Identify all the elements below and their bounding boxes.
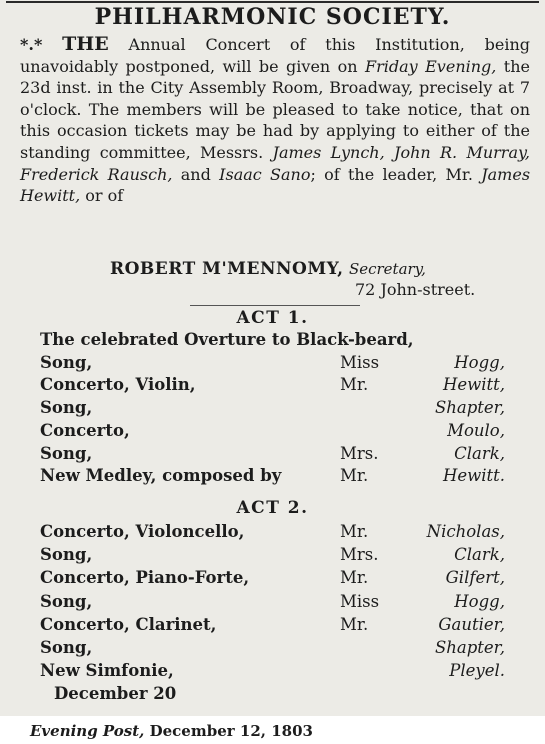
performer-title: Miss bbox=[340, 352, 380, 372]
program-row bbox=[0, 398, 545, 420]
program-row bbox=[0, 615, 545, 637]
program-row bbox=[0, 545, 545, 567]
performer-name: Moulo, bbox=[447, 420, 505, 440]
program-piece: Concerto, Violin, bbox=[40, 375, 196, 395]
notice-mark: *.* bbox=[20, 35, 43, 54]
performer-name: Shapter, bbox=[434, 398, 505, 418]
program-piece: The celebrated Overture to Black-beard, bbox=[40, 330, 414, 349]
program-piece: Concerto, bbox=[40, 420, 130, 440]
performer-title: Mr. bbox=[340, 466, 369, 486]
performer-title: Mrs. bbox=[340, 443, 379, 463]
performer-title: Mr. bbox=[340, 522, 369, 541]
performer-name: Clark, bbox=[454, 545, 505, 565]
program-piece: Song, bbox=[40, 591, 93, 611]
signature bbox=[110, 258, 426, 280]
signer-address: 72 John-street. bbox=[355, 280, 476, 299]
performer-name: Nicholas, bbox=[426, 522, 505, 541]
performer-title: Mr. bbox=[340, 375, 369, 395]
caption-date: December 12, 1803 bbox=[149, 722, 313, 740]
performer-title: Miss bbox=[340, 591, 380, 611]
performer-name: Gautier, bbox=[438, 614, 505, 634]
program-piece: New Simfonie, bbox=[40, 661, 174, 681]
program-row bbox=[0, 421, 545, 443]
performer-name: Clark, bbox=[454, 443, 505, 463]
notice-leader: James Hewitt, bbox=[20, 164, 531, 206]
program-piece: Concerto, Violoncello, bbox=[40, 522, 245, 541]
top-rule bbox=[6, 1, 539, 3]
performer-title: Mr. bbox=[340, 614, 369, 634]
notice-first-word: THE bbox=[62, 33, 109, 55]
notice-text4: or of bbox=[85, 186, 124, 206]
performer-name: Hogg, bbox=[454, 591, 505, 611]
notice-text3: ; of the leader, Mr. bbox=[310, 164, 473, 184]
notice-and: and bbox=[180, 164, 211, 184]
performer-title: Mrs. bbox=[340, 545, 379, 565]
program-row bbox=[0, 375, 545, 397]
program-piece: New Medley, composed by bbox=[40, 466, 282, 486]
performer-name: Shapter, bbox=[434, 638, 505, 657]
signer-role: Secretary, bbox=[348, 260, 426, 278]
program-date: December 20 bbox=[54, 684, 177, 703]
program-row bbox=[0, 466, 545, 488]
program-piece: Song, bbox=[40, 398, 93, 418]
program-row bbox=[0, 568, 545, 590]
act1-heading: ACT 1. bbox=[236, 308, 309, 328]
program-row bbox=[0, 638, 545, 660]
program-row bbox=[0, 592, 545, 614]
signer-name: ROBERT M'MENNOMY, bbox=[110, 259, 344, 279]
notice-names: James Lynch, John R. Murray, Frederick Rausch, bbox=[20, 142, 530, 184]
program-row bbox=[0, 444, 545, 466]
section-divider bbox=[190, 305, 360, 306]
performer-name: Pleyel. bbox=[449, 661, 505, 681]
notice-text: Annual Concert of this Institution, being unavoidably postponed, will be given on bbox=[20, 35, 531, 76]
program-piece: Song, bbox=[40, 638, 93, 657]
performer-name: Hogg, bbox=[454, 352, 505, 372]
program-piece: Song, bbox=[40, 352, 93, 372]
notice-day: Friday Evening, bbox=[365, 56, 497, 76]
program-row bbox=[0, 330, 545, 352]
program-piece: Song, bbox=[40, 443, 93, 463]
program-row bbox=[0, 353, 545, 375]
notice-paragraph bbox=[20, 34, 530, 207]
program-date-row bbox=[0, 684, 545, 706]
caption-source: Evening Post, bbox=[30, 722, 145, 740]
program-piece: Concerto, Clarinet, bbox=[40, 614, 217, 634]
program-row bbox=[0, 661, 545, 683]
act2-heading: ACT 2. bbox=[236, 498, 309, 518]
page-title: PHILHARMONIC SOCIETY. bbox=[94, 4, 451, 30]
program-row bbox=[0, 522, 545, 544]
program-piece: Concerto, Piano-Forte, bbox=[40, 568, 250, 588]
notice-name-last: Isaac Sano bbox=[219, 164, 311, 184]
source-caption bbox=[30, 722, 313, 740]
performer-name: Hewitt. bbox=[442, 466, 505, 486]
performer-name: Hewitt, bbox=[442, 375, 505, 395]
performer-name: Gilfert, bbox=[445, 568, 505, 588]
program-piece: Song, bbox=[40, 545, 93, 565]
notice-text2: the 23d inst. in the City Assembly Room, Broadway, precisely at 7 o'clock. The members will be pleased to take notice, that on this occasion tickets may be had by applying to either of the standing committee, Messrs. bbox=[20, 56, 530, 162]
performer-title: Mr. bbox=[340, 568, 369, 588]
